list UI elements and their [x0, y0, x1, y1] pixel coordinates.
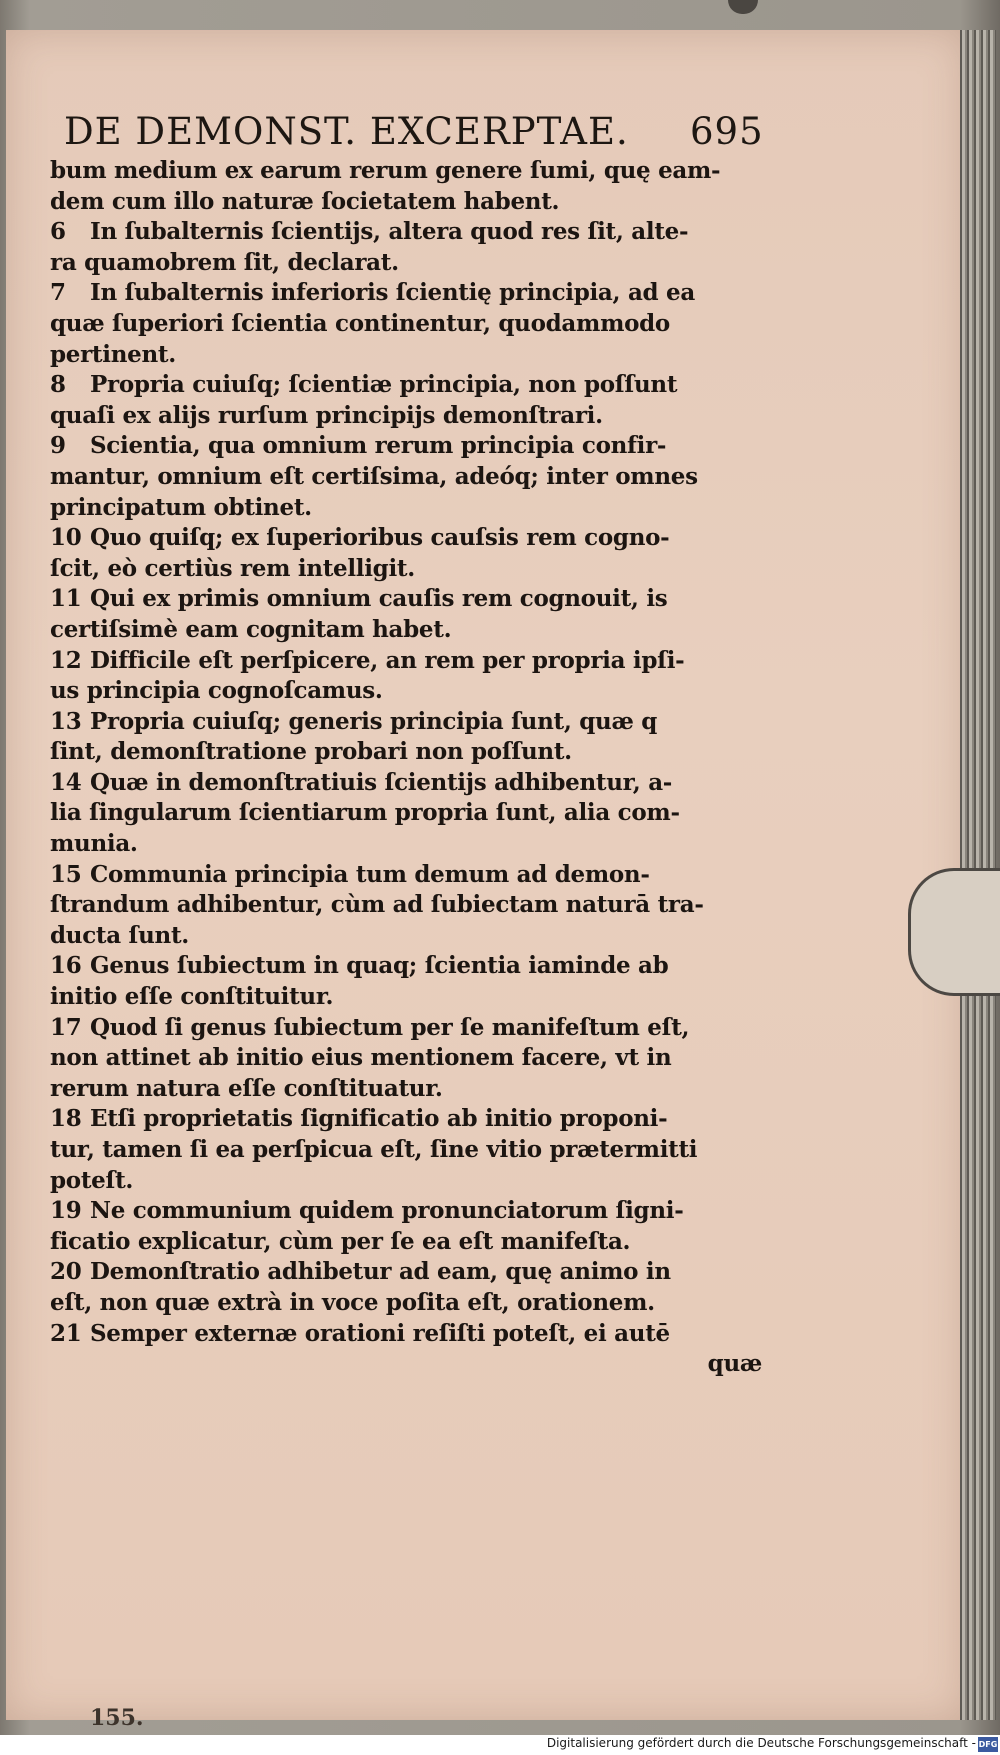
- text-line: [50, 1227, 762, 1258]
- line-text: certiſsimè eam cognitam habet.: [50, 615, 452, 643]
- line-text: non attinet ab initio eius mentionem facere, vt in: [50, 1044, 672, 1072]
- line-text: quaſi ex alijs rurſum principijs demonſtrari.: [50, 401, 603, 429]
- line-text: Scientia, qua omnium rerum principia confir-: [90, 432, 667, 460]
- line-text: Communia principia tum demum ad demon-: [90, 860, 650, 888]
- line-text: quæ ſuperiori ſcientia continentur, quodammodo: [50, 309, 670, 337]
- text-line: [50, 1257, 762, 1288]
- proposition-number: 12: [50, 646, 82, 674]
- proposition-number: 15: [50, 860, 82, 888]
- line-text: poteſt.: [50, 1166, 134, 1194]
- text-line: [50, 676, 762, 707]
- line-text: Ne communium quidem pronunciatorum ſigni-: [90, 1197, 684, 1225]
- line-text: principatum obtinet.: [50, 493, 312, 521]
- text-line: [50, 646, 762, 677]
- text-line: [50, 951, 762, 982]
- page-number: 695: [690, 110, 764, 153]
- dfg-logo: DFG: [978, 1737, 998, 1752]
- line-text: dem cum illo naturæ ſocietatem habent.: [50, 187, 560, 215]
- line-text: Quæ in demonſtratiuis ſcientijs adhibentur, a-: [90, 768, 673, 796]
- line-text: Demonſtratio adhibetur ad eam, quę animo in: [90, 1258, 671, 1286]
- text-line: [50, 309, 762, 340]
- line-text: ſcit, eò certiùs rem intelligit.: [50, 554, 415, 582]
- line-text: Genus ſubiectum in quaq; ſcientia iaminde ab: [90, 952, 669, 980]
- line-text: Propria cuiuſq; generis principia ſunt, quæ q: [90, 707, 658, 735]
- text-line: [50, 921, 762, 952]
- text-line: [50, 554, 762, 585]
- text-line: [50, 1074, 762, 1105]
- line-text: Quod ſi genus ſubiectum per ſe manifeſtum eſt,: [90, 1013, 690, 1041]
- proposition-number: 20: [50, 1258, 82, 1286]
- text-line: [50, 982, 762, 1013]
- proposition-number: 6: [50, 218, 66, 246]
- running-header: [64, 110, 764, 158]
- proposition-number: 10: [50, 524, 82, 552]
- text-line: [50, 1104, 762, 1135]
- running-title: DE DEMONST. EXCERPTAE.: [64, 110, 629, 153]
- proposition-number: 13: [50, 707, 82, 735]
- text-line: [50, 615, 762, 646]
- proposition-number: 21: [50, 1319, 82, 1347]
- text-line: [50, 187, 762, 218]
- catchword: quæ: [707, 1350, 762, 1378]
- text-line: [50, 1135, 762, 1166]
- text-line: [50, 829, 762, 860]
- proposition-number: 19: [50, 1197, 82, 1225]
- text-line: [50, 523, 762, 554]
- line-text: ſtrandum adhibentur, cùm ad ſubiectam naturā tra-: [50, 891, 704, 919]
- line-text: initio eſſe conſtituitur.: [50, 983, 334, 1011]
- footer-credit: Digitalisierung gefördert durch die Deutsche Forschungsgemeinschaft -: [546, 1736, 976, 1750]
- text-line: [50, 768, 762, 799]
- line-text: ra quamobrem ſit, declarat.: [50, 248, 399, 276]
- text-line: [50, 707, 762, 738]
- text-line: [50, 1288, 762, 1319]
- text-line: [50, 890, 762, 921]
- proposition-number: 7: [50, 279, 66, 307]
- line-text: bum medium ex earum rerum genere ſumi, quę eam-: [50, 157, 721, 184]
- text-line: [50, 217, 762, 248]
- text-line: [50, 798, 762, 829]
- text-line: [50, 431, 762, 462]
- line-text: Semper externæ orationi reſiſti poteſt, ei autē: [90, 1319, 670, 1347]
- text-line: [50, 340, 762, 371]
- line-text: Quo quiſq; ex ſuperioribus cauſsis rem cogno-: [90, 524, 670, 552]
- line-text: Etſi proprietatis ſignificatio ab initio proponi-: [90, 1105, 668, 1133]
- line-text: munia.: [50, 830, 138, 858]
- text-line: [50, 860, 762, 891]
- digitization-footer: [0, 1735, 1000, 1755]
- text-line: [50, 737, 762, 768]
- signature-mark: 155.: [90, 1705, 144, 1731]
- text-line: [50, 370, 762, 401]
- line-text: lia ſingularum ſcientiarum propria ſunt, alia com-: [50, 799, 680, 827]
- text-line: [50, 493, 762, 524]
- text-line: [50, 401, 762, 432]
- line-text: Difficile eſt perſpicere, an rem per propria ipſi-: [90, 646, 685, 674]
- text-line: [50, 278, 762, 309]
- line-text: us principia cognoſcamus.: [50, 677, 383, 705]
- text-line: [50, 462, 762, 493]
- proposition-number: 8: [50, 371, 66, 399]
- line-text: mantur, omnium eſt certiſsima, adeóq; inter omnes: [50, 462, 698, 490]
- line-text: Propria cuiuſq; ſcientiæ principia, non poſſunt: [90, 371, 678, 399]
- book-strap: [908, 868, 1000, 996]
- line-text: ficatio explicatur, cùm per ſe ea eſt manifeſta.: [50, 1227, 631, 1255]
- proposition-number: 17: [50, 1013, 82, 1041]
- line-text: tur, tamen ſi ea perſpicua eſt, ſine vitio prætermitti: [50, 1136, 698, 1163]
- proposition-number: 9: [50, 432, 66, 460]
- text-line: [50, 1013, 762, 1044]
- text-body: [50, 156, 762, 1380]
- text-line: [50, 156, 762, 187]
- proposition-number: 16: [50, 952, 82, 980]
- proposition-number: 18: [50, 1105, 82, 1133]
- line-text: rerum natura eſſe conſtituatur.: [50, 1074, 443, 1102]
- proposition-number: 11: [50, 585, 82, 613]
- line-text: ducta ſunt.: [50, 921, 190, 949]
- text-line: [50, 584, 762, 615]
- line-text: Qui ex primis omnium cauſis rem cognouit, is: [90, 585, 668, 613]
- line-text: In ſubalternis ſcientijs, altera quod res ſit, alte-: [90, 218, 689, 246]
- text-line: [50, 1319, 762, 1350]
- line-text: pertinent.: [50, 340, 176, 368]
- text-line: [50, 1043, 762, 1074]
- text-line: [50, 1166, 762, 1197]
- text-line: [50, 248, 762, 279]
- line-text: eſt, non quæ extrà in voce poſita eſt, orationem.: [50, 1288, 655, 1316]
- text-line: [50, 1196, 762, 1227]
- proposition-number: 14: [50, 768, 82, 796]
- line-text: ſint, demonſtratione probari non poſſunt.: [50, 738, 572, 766]
- line-text: In ſubalternis inferioris ſcientię principia, ad ea: [90, 279, 695, 307]
